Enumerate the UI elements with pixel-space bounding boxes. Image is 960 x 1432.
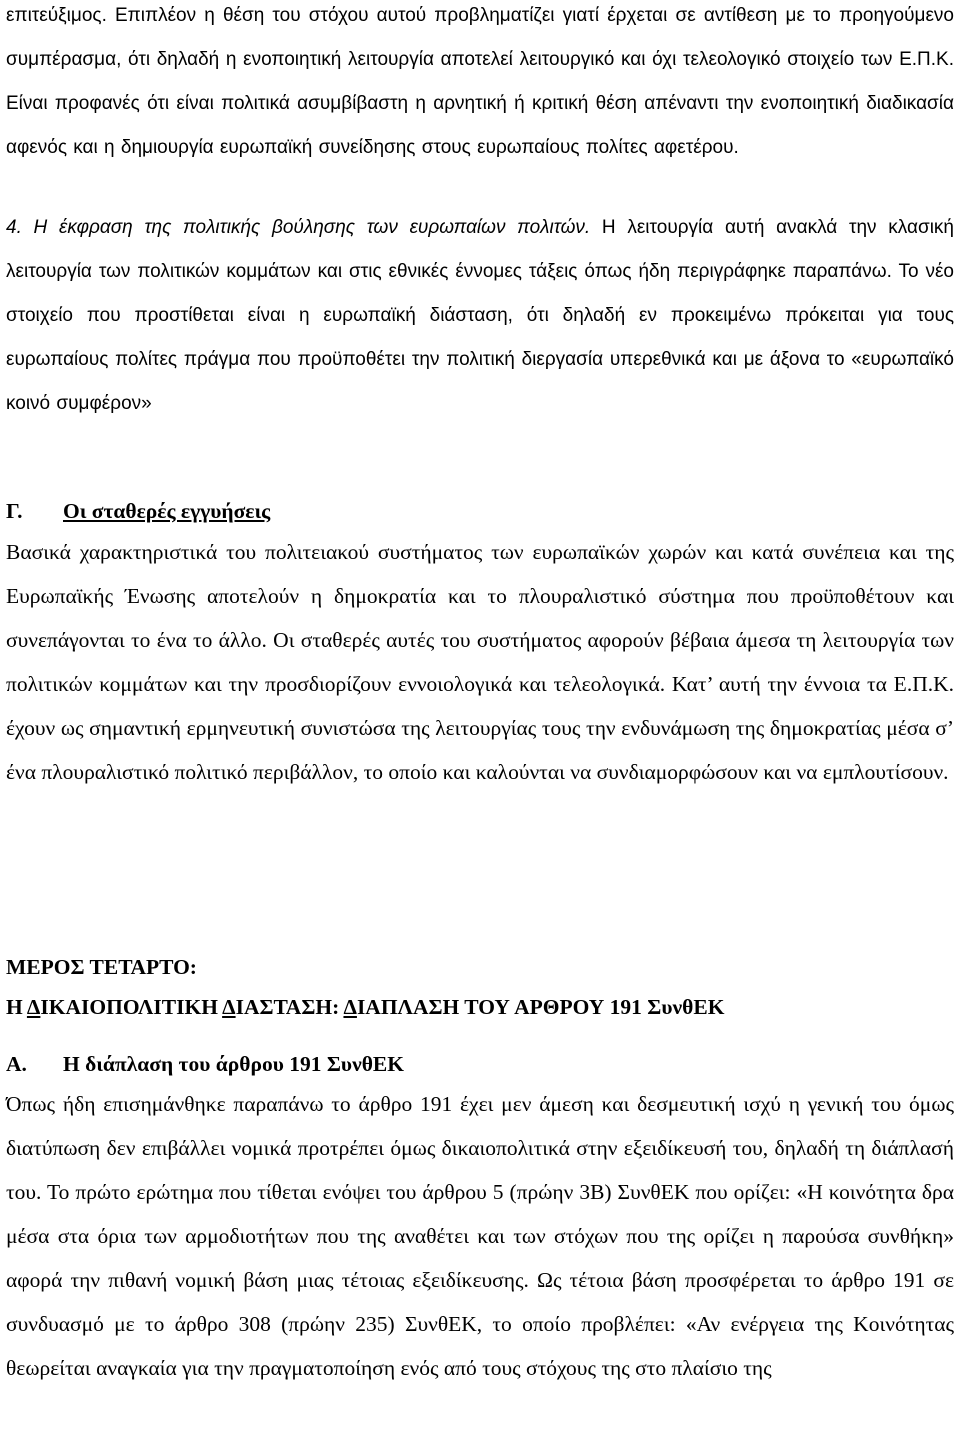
section-letter: Α. bbox=[6, 1052, 27, 1076]
paragraph-lead-italic: 4. Η έκφραση της πολιτικής βούλησης των ευρωπαίων πολιτών. bbox=[6, 217, 591, 238]
paragraph-purpose-continuation: επιτεύξιμος. Επιπλέον η θέση του στόχου αυτού προβληματίζει γιατί έρχεται σε αντίθεση με το προηγούμενο συμπέρασμα, ότι δηλαδή η ενοποιητική λειτουργία αποτελεί λειτουργικό και όχι τελεολογικό στοιχείο των Ε.Π.Κ. Είναι προφανές ότι είναι πολιτικά ασυμβίβαστη η αρνητική ή κριτική θέση απέναντι την ενοποιητική διαδικασία αφενός και η δημιουργία ευρωπαϊκή συνείδησης στους ευρωπαίους πολίτες αφετέρου. bbox=[6, 5, 954, 158]
paragraph-democracy-pluralism: Βασικά χαρακτηριστικά του πολιτειακού συστήματος των ευρωπαϊκών χωρών και κατά συνέπεια και της Ευρωπαϊκής Ένωσης αποτελούν η δημοκρατία και το πλουραλιστικό σύστημα που προϋποθέτουν και συνεπάγονται το ένα το άλλο. Οι σταθερές αυτές του συστήματος αφορούν βέβαια άμεσα τη λειτουργία των πολιτικών κομμάτων και την προσδιορίζουν εννοιολογικά και τελεολογικά. Κατ’ αυτή την έννοια τα Ε.Π.Κ. έχουν ως σημαντική ερμηνευτική συνιστώσα της λειτουργίας τους την ενδυνάμωση της δημοκρατίας μέσα σ’ ένα πλουραλιστικό πολιτικό περιβάλλον, το οποίο και καλούνται να συνδιαμορφώσουν και να εμπλουτίσουν. bbox=[6, 540, 954, 784]
part-four-heading: ΜΕΡΟΣ ΤΕΤΑΡΤΟ: bbox=[6, 955, 197, 979]
section-heading-stable-guarantees bbox=[6, 489, 954, 533]
section-title: Η διάπλαση του άρθρου 191 ΣυνθΕΚ bbox=[63, 1052, 404, 1076]
subheading-underlined-letter: Δ bbox=[26, 995, 41, 1019]
subheading-part: ΙΑΣΤΑΣΗ: bbox=[235, 995, 344, 1019]
paragraph-article-191: Όπως ήδη επισημάνθηκε παραπάνω το άρθρο 191 έχει μεν άμεση και δεσμευτική ισχύ η γενική του όμως διατύπωση δεν επιβάλλει νομικά προτρέπει όμως δικαιοπολιτικά στην εξειδίκευσή του, δηλαδή τη διάπλασή του. Το πρώτο ερώτημα που τίθεται ενόψει του άρθρου 5 (πρώην 3Β) ΣυνθΕΚ που ορίζει: «Η κοινότητα δρα μέσα στα όρια των αρμοδιοτήτων που της αναθέτει και των στόχων που της ορίζει η παρούσα συνθήκη» αφορά την πιθανή νομική βάση μιας τέτοιας εξειδίκευσης. Ως τέτοια βάση προσφέρεται το άρθρο 191 σε συνδυασμό με το άρθρο 308 (πρώην 235) ΣυνθΕΚ, το οποίο προβλέπει: «Αν ενέργεια της Κοινότητας θεωρείται αναγκαία για την πραγματοποίηση ενός από τους στόχους της στο πλαίσιο της bbox=[6, 1092, 954, 1380]
part-four-subheading bbox=[6, 985, 954, 1029]
paragraph-body: Η λειτουργία αυτή ανακλά την κλασική λειτουργία των πολιτικών κομμάτων και στις εθνικές έννομες τάξεις όπως ήδη περιγράφηκε παραπάνω. Το νέο στοιχείο που προστίθεται είναι η ευρωπαϊκή διάσταση, ότι δηλαδή εν προκειμένω πρόκειται για τους ευρωπαίους πολίτες πράγμα που προϋποθέτει την πολιτική διεργασία υπερεθνικά και με άξονα το «ευρωπαϊκό κοινό συμφέρον» bbox=[6, 217, 954, 414]
section-letter: Γ. bbox=[6, 499, 23, 523]
subheading-part: ΙΑΠΛΑΣΗ ΤΟΥ ΑΡΘΡΟΥ 191 ΣυνθΕΚ bbox=[356, 995, 725, 1019]
subheading-part: Η bbox=[6, 995, 27, 1019]
section-title: Οι σταθερές εγγυήσεις bbox=[63, 499, 271, 523]
subheading-underlined-letter: Δ bbox=[222, 995, 236, 1019]
subheading-underlined-letter: Δ bbox=[343, 995, 357, 1019]
paragraph-political-will bbox=[6, 206, 954, 426]
section-heading-article-191 bbox=[6, 1042, 954, 1086]
subheading-part: ΙΚΑΙΟΠΟΛΙΤΙΚΗ bbox=[40, 995, 223, 1019]
